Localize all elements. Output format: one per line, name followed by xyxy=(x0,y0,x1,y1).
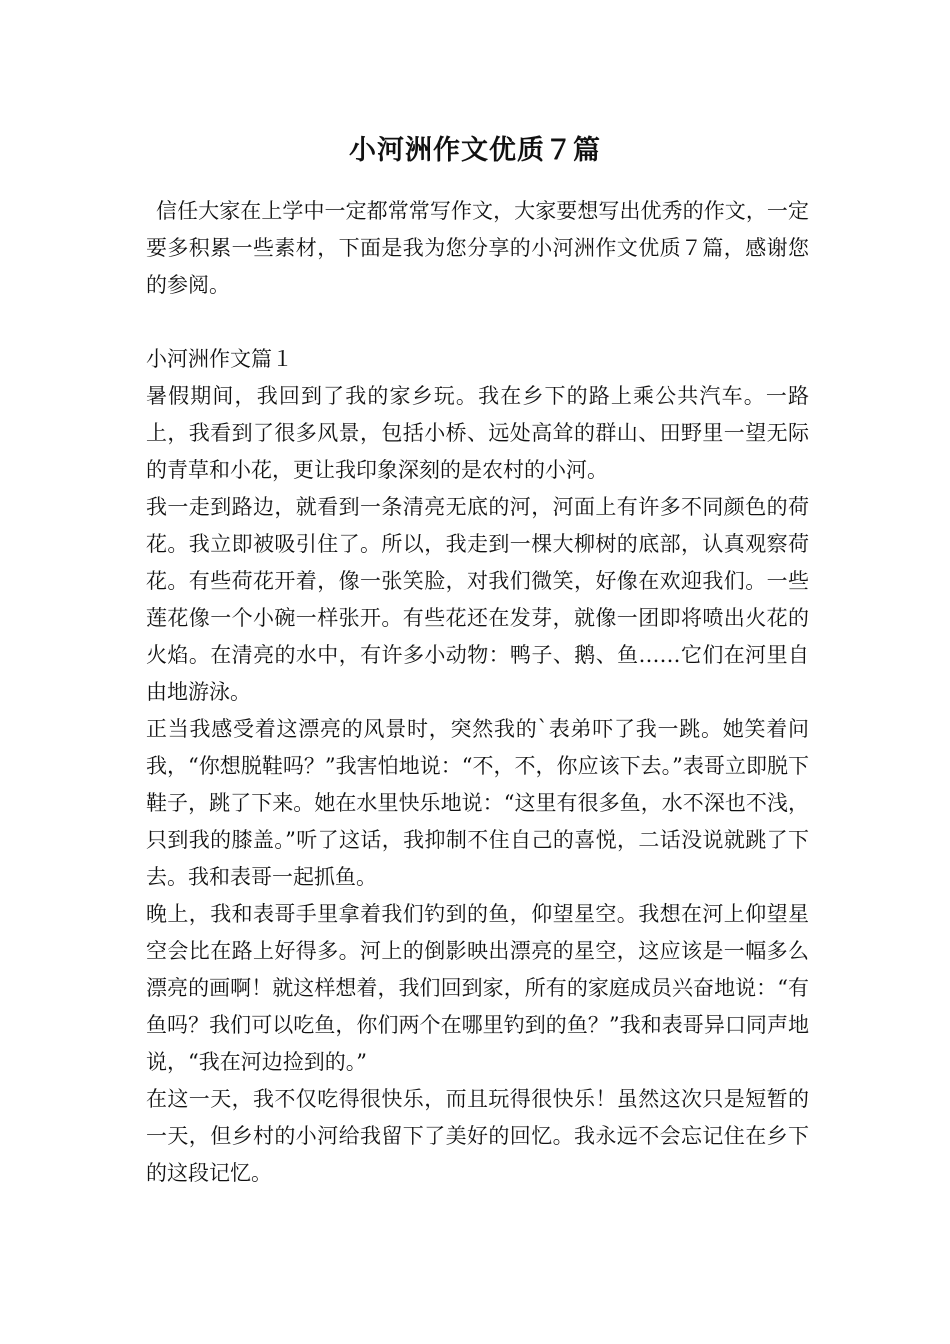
document-body xyxy=(146,193,809,1192)
body-paragraph: 正当我感受着这漂亮的风景时，突然我的`表弟吓了我一跳。她笑着问我，“你想脱鞋吗？”我害怕地说：“不，不，你应该下去。”表哥立即脱下鞋子，跳了下来。她在水里快乐地说：“这里有很多鱼，水不深也不浅，只到我的膝盖。”听了这话，我抑制不住自己的喜悦，二话没说就跳了下去。我和表哥一起抓鱼。 xyxy=(146,717,809,889)
body-paragraph: 暑假期间，我回到了我的家乡玩。我在乡下的路上乘公共汽车。一路上，我看到了很多风景，包括小桥、远处高耸的群山、田野里一望无际的青草和小花，更让我印象深刻的是农村的小河。 xyxy=(146,384,809,482)
body-paragraph: 晚上，我和表哥手里拿着我们钓到的鱼，仰望星空。我想在河上仰望星空会比在路上好得多。河上的倒影映出漂亮的星空，这应该是一幅多么漂亮的画啊！就这样想着，我们回到家，所有的家庭成员兴奋地说：“有鱼吗？我们可以吃鱼，你们两个在哪里钓到的鱼？”我和表哥异口同声地说，“我在河边捡到的。” xyxy=(146,902,809,1074)
paragraph-spacer xyxy=(146,304,809,341)
section-heading: 小河洲作文篇１ xyxy=(146,347,293,371)
intro-paragraph: 信任大家在上学中一定都常常写作文，大家要想写出优秀的作文，一定要多积累一些素材，下面是我为您分享的小河洲作文优质７篇，感谢您的参阅。 xyxy=(146,199,809,297)
body-paragraph: 在这一天，我不仅吃得很快乐，而且玩得很快乐！虽然这次只是短暂的一天，但乡村的小河给我留下了美好的回忆。我永远不会忘记住在乡下的这段记忆。 xyxy=(146,1087,809,1185)
body-paragraph: 我一走到路边，就看到一条清亮无底的河，河面上有许多不同颜色的荷花。我立即被吸引住了。所以，我走到一棵大柳树的底部，认真观察荷花。有些荷花开着，像一张笑脸，对我们微笑，好像在欢迎我们。一些莲花像一个小碗一样张开。有些花还在发芽，就像一团即将喷出火花的火焰。在清亮的水中，有许多小动物：鸭子、鹅、鱼……它们在河里自由地游泳。 xyxy=(146,495,809,704)
document-title: 小河洲作文优质７篇 xyxy=(349,135,601,166)
